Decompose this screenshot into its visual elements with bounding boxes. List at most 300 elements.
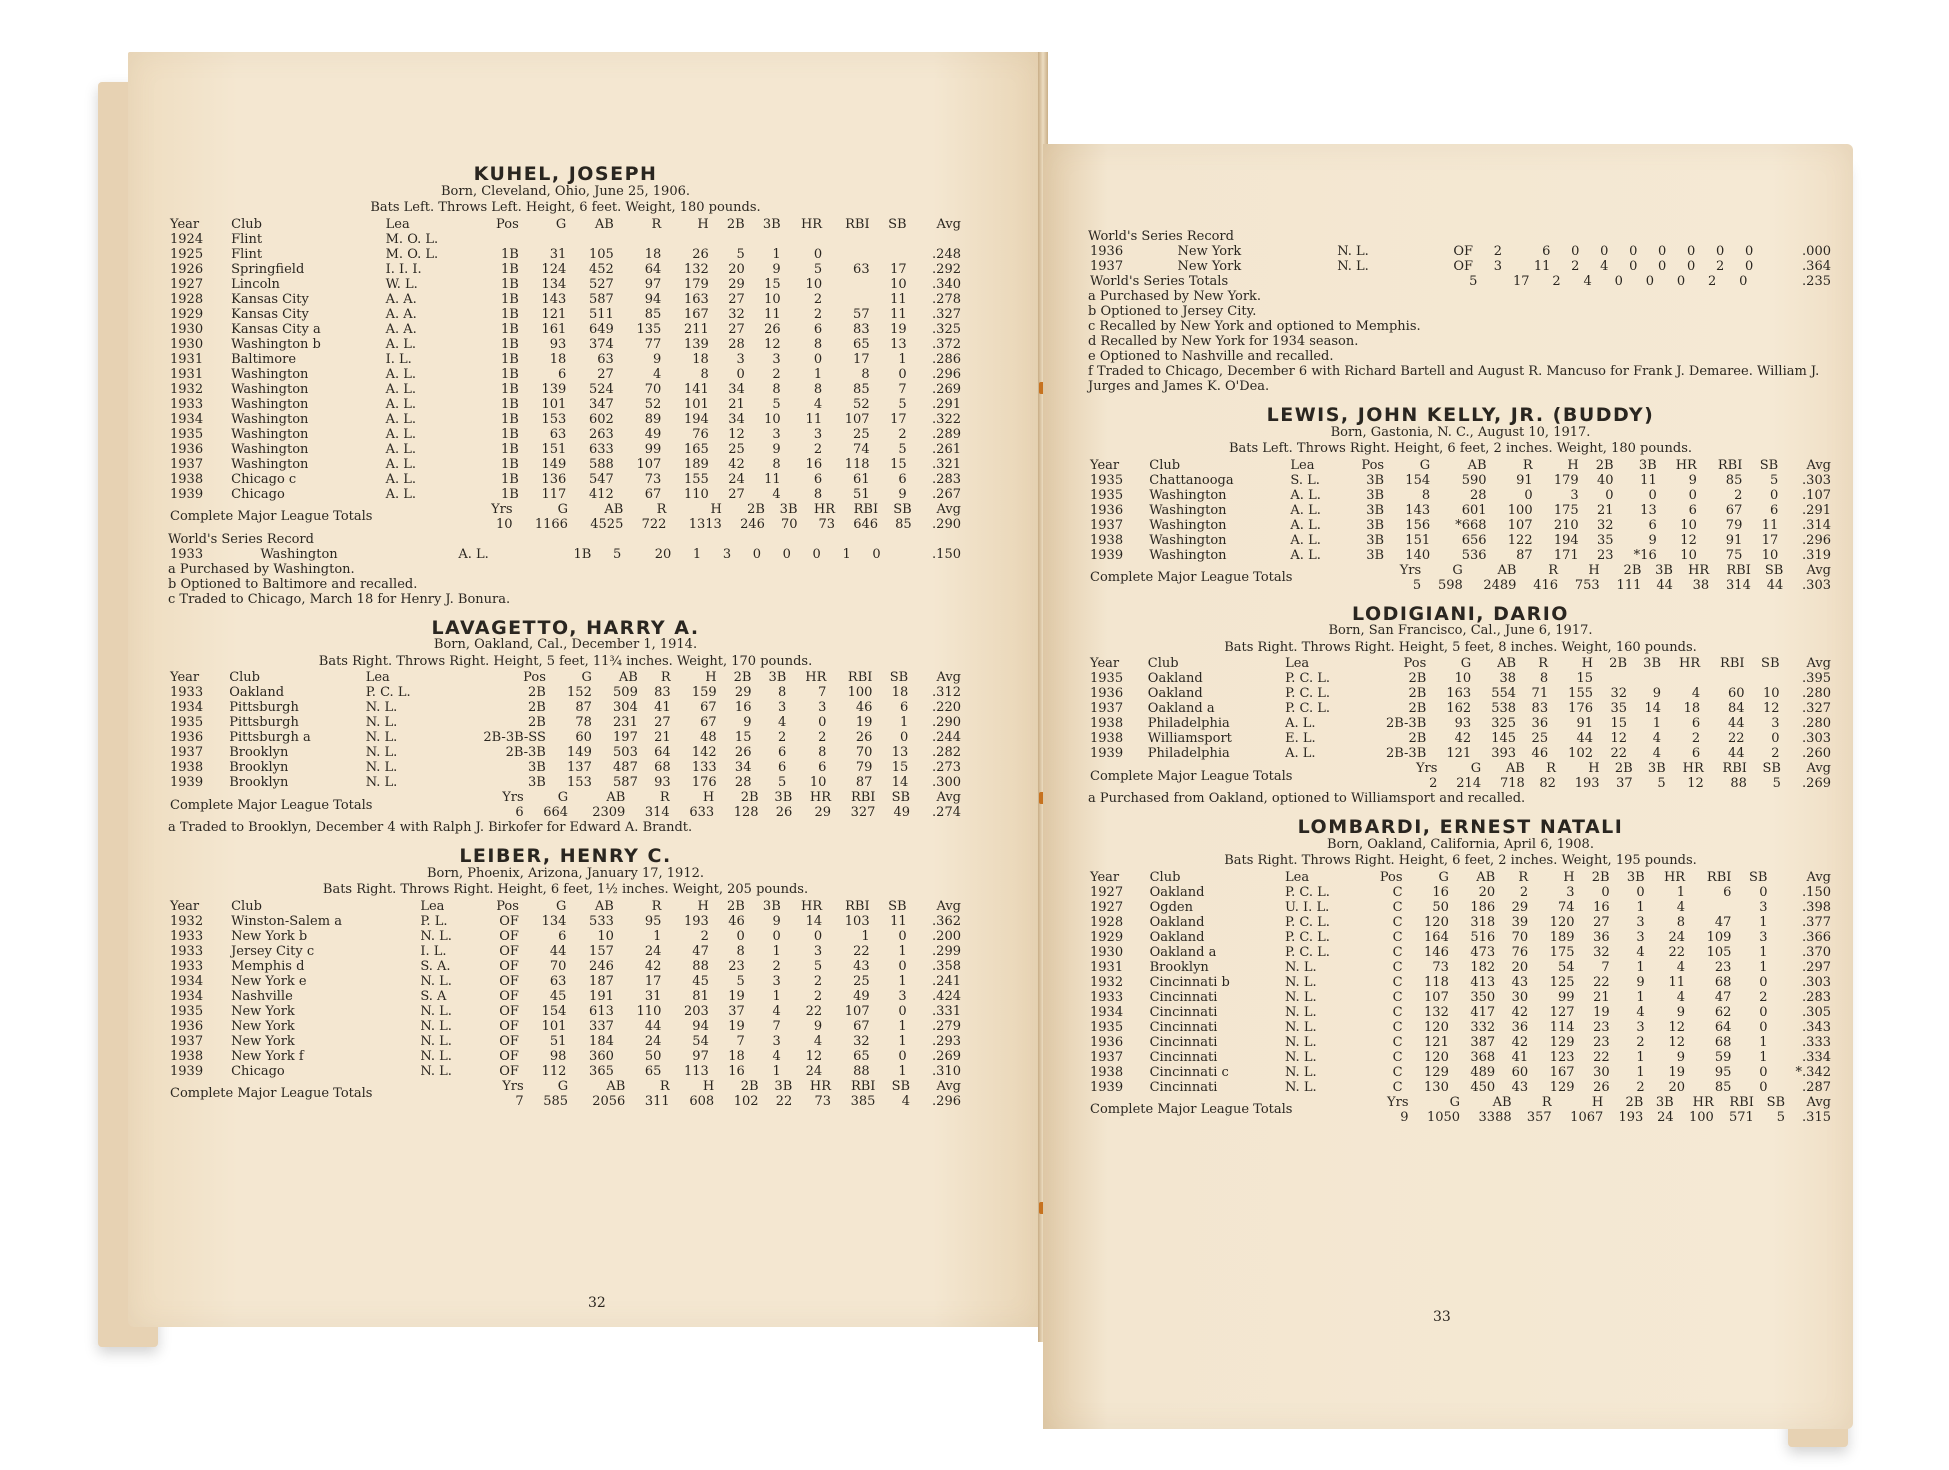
column-header: H [1567,457,1579,473]
stat-cell: 114 [1549,1019,1575,1035]
stat-cell: .292 [932,261,961,277]
column-header: SB [891,790,911,805]
stat-cell: 4 [772,1048,781,1064]
stat-cell: .286 [932,351,961,367]
stat-cell: 590 [1461,472,1487,488]
stat-cell: 7 [898,381,907,397]
stat-cell: 9 [1652,686,1661,701]
stat-cell: .370 [1802,944,1831,960]
stat-cell: 5 [736,973,745,989]
stat-cell: Brooklyn [229,745,289,760]
stat-cell: 20 [1668,1079,1686,1095]
stat-cell: 120 [1424,1019,1449,1035]
stat-cell: 67 [700,700,717,715]
player-block [1088,602,1833,807]
stat-cell: 23 [1593,1034,1610,1050]
column-header: H [1588,562,1600,578]
total-cell: 2 [1429,776,1438,791]
stat-cell: N. L. [420,1018,452,1034]
column-header: HR [1692,1094,1714,1110]
stat-cell: N. L. [365,760,398,775]
stat-cell: 11 [805,411,823,427]
season-row [168,382,963,397]
season-row [168,929,963,944]
stat-cell: .303 [1802,731,1831,746]
stat-cell: 10 [1454,671,1472,686]
stat-cell: 360 [589,1048,614,1064]
total-cell: 70 [780,516,798,532]
season-row [1088,503,1833,518]
stat-cell: .377 [1802,914,1831,930]
stat-cell: 67 [1725,502,1743,518]
stat-cell: 167 [1549,1064,1575,1080]
column-header: AB [606,790,626,805]
stat-cell: .343 [1802,1019,1831,1035]
column-header: SB [891,1078,911,1094]
season-row [168,730,963,745]
stat-cell: Washington [231,441,309,457]
stat-cell: 6 [899,700,909,715]
stat-cell: 1 [898,1018,907,1034]
stat-cell: Oakland [229,685,285,700]
stat-cell: 15 [890,456,907,472]
stat-cell: 159 [691,685,717,700]
totals-label: Complete Major League Totals [170,797,373,813]
stat-cell: N. L. [1285,1079,1317,1095]
stat-cell: 538 [1491,701,1517,716]
total-cell: 246 [740,516,765,532]
stat-cell: 3B [1366,532,1385,548]
stat-cell [824,232,872,247]
stat-cell: 105 [588,246,614,262]
total-cell: 633 [689,805,715,820]
total-cell: 646 [853,516,879,532]
stat-cell: 11 [890,291,907,307]
season-row [168,760,963,775]
stat-cell: 1937 [1090,259,1124,274]
season-row [168,989,963,1004]
stat-cell: 1939 [170,486,204,502]
column-header: 3B [768,670,787,685]
stat-cell: 3 [1759,929,1768,945]
column-header: G [1460,656,1472,671]
stat-cell: 0 [1744,259,1754,274]
stat-cell: 1936 [170,730,204,745]
stat-cell: 142 [691,745,717,760]
stat-cell: 47 [692,943,709,959]
column-header: Avg [1806,761,1831,776]
column-header: RBI [1726,562,1751,578]
stat-cell: N. L. [420,1048,452,1064]
season-row [1088,930,1833,945]
stat-cell: 3 [813,426,823,442]
stat-cell: 1B [500,321,519,337]
stat-cell: 27 [1593,914,1610,930]
stat-cell: Oakland [1149,884,1205,900]
season-row [1088,473,1833,488]
stat-cell: 0 [1687,259,1696,274]
season-row [168,322,963,337]
stat-cell: 5 [612,546,622,562]
stat-cell: Cincinnati [1149,1034,1218,1050]
stat-cell: 112 [541,1063,567,1079]
stat-cell: 2B [1408,731,1427,746]
total-cell: 17 [1512,274,1530,289]
column-header: 2B [1623,562,1642,578]
stat-cell: Chicago [231,486,285,502]
stat-cell: Washington [1149,502,1227,518]
total-cell: 49 [893,805,911,820]
stat-cell [909,232,963,247]
stat-cell: C [1392,1004,1403,1020]
stat-cell: 602 [588,411,614,427]
season-row [1088,1035,1833,1050]
stat-cell: .299 [932,943,961,959]
column-header: SB [1749,869,1768,885]
stat-cell: 489 [1470,1064,1496,1080]
stat-cell: C [1392,1019,1403,1035]
stat-cell: 11 [764,306,781,322]
stat-cell: 44 [549,943,567,959]
stat-cell: 1B [500,276,519,292]
stat-cell: 1 [1759,1049,1768,1065]
stat-cell: 50 [1432,899,1449,915]
stat-cell: 1 [1636,1049,1645,1065]
stat-cell: 6 [1542,244,1551,259]
total-cell: 6 [515,805,524,820]
stat-cell: 1 [861,928,870,944]
stat-cell: 3B [1366,517,1385,533]
stat-cell: 8 [818,745,827,760]
stat-cell: 57 [853,306,870,322]
column-header: AB [1476,869,1496,885]
stat-cell: .269 [932,381,961,397]
stat-cell: 6 [813,321,823,337]
total-cell: 2056 [592,1093,626,1109]
stat-cell: 1 [842,546,851,562]
stat-cell: 1 [813,366,823,382]
stat-cell: 2B-3B [1385,716,1427,731]
stat-cell: 45 [549,988,567,1004]
column-header: Avg [936,216,961,232]
stat-cell: Kansas City [231,306,309,322]
stat-cell: 524 [588,381,614,397]
stat-cell: 2 [1636,1079,1645,1095]
column-header: H [1581,656,1593,671]
stat-cell: 3 [818,700,827,715]
column-header: 2B [733,670,752,685]
column-header: Year [1090,869,1120,885]
total-cell: 0 [1739,274,1748,289]
stat-cell: 1 [1759,944,1768,960]
column-header: H [697,216,709,232]
stat-cell: 3 [772,1033,781,1049]
stat-cell: Cincinnati [1149,1019,1218,1035]
stat-cell: 1939 [1090,746,1124,761]
stat-cell: 1B [500,246,519,262]
stat-cell: 61 [853,471,870,487]
stat-cell: 83 [654,685,671,700]
stat-cell: 1937 [170,456,204,472]
stats-table [1088,458,1833,563]
stat-cell: A. L. [1290,547,1321,563]
column-header: AB [1492,1094,1512,1110]
stat-cell: 65 [853,1048,870,1064]
stat-cell: N. L. [365,745,398,760]
stat-cell: 3B [528,760,546,775]
totals-table [168,502,963,532]
stat-cell: 1B [500,306,519,322]
continued-block [1088,229,1833,394]
stat-cell: 1 [899,715,909,730]
stat-cell: 136 [541,471,567,487]
total-cell: 22 [775,1093,793,1109]
stat-cell: 17 [890,261,907,277]
stat-cell: 28 [728,336,745,352]
total-cell: 102 [733,1093,759,1109]
stat-cell: 6 [1688,502,1697,518]
season-row [1088,960,1833,975]
stat-cell: 43 [853,958,870,974]
stat-cell: N. L. [1337,244,1369,259]
stat-cell: 34 [728,411,745,427]
stat-cell: 78 [575,715,592,730]
stat-cell: 1931 [170,366,204,382]
stat-cell: 210 [1553,517,1579,533]
column-header: R [1522,457,1533,473]
stat-cell: 11 [1668,974,1686,990]
stat-cell: P. C. L. [1285,884,1330,900]
stat-cell: 30 [1511,989,1529,1005]
stat-cell: 23 [1714,959,1732,975]
stat-cell: 9 [743,715,752,730]
stat-cell: 139 [541,381,567,397]
stat-cell: 14 [891,775,909,790]
stat-cell: New York [231,1003,295,1019]
stat-cell: 347 [588,396,614,412]
stat-cell: 9 [772,913,781,929]
season-row [168,944,963,959]
stat-cell: 1930 [170,321,204,337]
column-header: Avg [1806,457,1831,473]
stat-cell: 93 [549,336,567,352]
stat-cell: 4 [1676,959,1686,975]
season-row [1088,716,1833,731]
stat-cell: 4 [1600,259,1609,274]
stat-cell: 47 [1714,989,1732,1005]
stat-cell: 132 [683,261,709,277]
footnote: e Optioned to Nashville and recalled. [1088,349,1334,364]
world-series-row [1088,244,1833,259]
stat-cell: 11 [1640,472,1657,488]
stat-cell: 36 [1511,1019,1529,1035]
stat-cell: 1B [500,456,519,472]
stat-cell: 46 [728,913,745,929]
stat-cell [477,232,521,247]
season-row [168,1019,963,1034]
stat-cell: 16 [728,1063,745,1079]
stat-cell: 51 [549,1033,567,1049]
stat-cell: 5 [736,246,745,262]
stat-cell: 60 [575,730,592,745]
stat-cell: 1932 [170,913,204,929]
total-cell: .315 [1802,1109,1831,1125]
stat-cell: 1933 [170,943,204,959]
stat-cell: 350 [1470,989,1496,1005]
stat-cell: 2 [772,366,781,382]
total-cell: 1313 [688,516,722,532]
column-header: H [705,670,717,685]
column-header: 3B [1647,761,1666,776]
stat-cell: 2 [700,928,709,944]
total-cell: 44 [1656,577,1673,593]
footnote: c Recalled by New York and optioned to Memphis. [1088,319,1421,334]
stats-table [168,217,963,502]
stat-cell: 6 [1691,746,1701,761]
column-header: 2B [747,501,765,517]
stat-cell: 38 [1499,671,1517,686]
stat-cell: 3B [1366,502,1385,518]
stat-cell: 34 [728,381,745,397]
stat-cell: .278 [932,291,961,307]
stat-cell: 43 [1511,1079,1529,1095]
stat-cell: .325 [932,321,961,337]
stat-cell: 613 [589,1003,614,1019]
total-cell: 314 [644,805,670,820]
total-cell: 88 [1730,776,1747,791]
stat-cell: 0 [1687,244,1696,259]
stat-cell: 21 [1593,989,1610,1005]
stat-cell: 2 [813,306,823,322]
stat-cell: 75 [1725,547,1743,563]
stat-cell: 1 [898,943,907,959]
column-header: RBI [1729,1094,1754,1110]
column-header: G [1419,457,1431,473]
stat-cell: A. L. [385,441,417,457]
season-row [1088,548,1833,563]
stat-cell: 2 [1715,259,1725,274]
stat-cell: P. C. L. [1285,671,1330,686]
stat-cell: 19 [855,715,873,730]
column-header: G [557,501,568,517]
stat-cell: Kansas City a [231,321,321,337]
stat-cell: 8 [861,366,870,382]
stat-cell: 318 [1470,914,1496,930]
stat-cell: 0 [813,351,823,367]
column-header: RBI [1720,656,1745,671]
stat-cell: C [1392,914,1403,930]
stat-cell: A. A. [385,306,417,322]
stat-cell [1663,671,1702,686]
season-row [168,337,963,352]
stat-cell: 2B [1408,671,1427,686]
stat-cell: Brooklyn [229,760,289,775]
stat-cell: 16 [805,456,823,472]
stat-cell: .150 [1802,884,1831,900]
stat-cell: A. A. [385,291,417,307]
stat-cell: A. L. [1285,746,1316,761]
stat-cell: Pittsburgh [229,700,299,715]
stat-cell: 182 [1470,959,1496,975]
stat-cell: 118 [1424,974,1449,990]
column-header: H [697,898,709,914]
stat-cell: .291 [932,396,961,412]
stat-cell: 73 [644,471,662,487]
stat-cell: 74 [1557,899,1575,915]
stat-cell: 59 [1714,1049,1732,1065]
stat-cell [568,232,616,247]
season-row [168,745,963,760]
stat-cell: 1936 [1090,502,1124,518]
stat-cell: Washington [231,396,309,412]
stat-cell: 1938 [170,1048,204,1064]
stat-cell: S. L. [1290,472,1320,488]
stat-cell: 203 [684,1003,709,1019]
stat-cell: 1937 [170,1033,204,1049]
column-header: H [702,790,715,805]
stat-cell: N. L. [420,1033,452,1049]
column-header: H [702,1078,715,1094]
column-header: Avg [936,1078,961,1094]
stat-cell: .000 [1802,244,1831,259]
stat-cell: 8 [700,366,709,382]
stat-cell: 10 [805,276,823,292]
stat-cell: 4 [778,715,787,730]
stat-cell: 94 [692,1018,709,1034]
stat-cell: 71 [1531,686,1549,701]
totals-table [1088,761,1833,791]
player-block [1088,816,1833,1125]
stat-cell: 3 [898,988,907,1004]
stat-cell: 12 [805,1048,823,1064]
season-row [1088,1005,1833,1020]
stat-cell: 1935 [1090,671,1124,686]
stat-cell: A. L. [385,411,417,427]
stat-cell: 1935 [1090,1019,1124,1035]
column-header: RBI [853,501,879,517]
stat-cell: 516 [1470,929,1496,945]
stat-cell: 10 [809,775,827,790]
stat-cell: 19 [728,988,745,1004]
stat-cell: 1935 [170,1003,204,1019]
stat-cell: 6 [558,928,567,944]
stat-cell: Lincoln [231,276,280,292]
stat-cell: A. A. [385,321,417,337]
stat-cell: 139 [683,336,709,352]
season-row [168,457,963,472]
stat-cell: 140 [1405,547,1431,563]
stat-cell: 36 [1593,929,1610,945]
total-cell: 5 [1412,577,1422,593]
stat-cell: 16 [734,700,752,715]
stat-cell: 2 [813,291,823,307]
stat-cell: Washington b [231,336,321,352]
stat-cell: 649 [588,321,614,337]
column-header: SB [1762,761,1781,776]
stat-cell: 50 [644,1048,662,1064]
stat-cell: Washington [260,546,338,562]
stat-cell: 64 [1714,1019,1732,1035]
stat-cell: Williamsport [1147,731,1232,746]
stat-cell: .358 [932,958,961,974]
column-header: G [1449,1094,1461,1110]
totals-label: Complete Major League Totals [170,1086,373,1101]
stat-cell: .366 [1802,929,1831,945]
stat-cell: 6 [813,471,823,487]
stat-cell: 587 [613,775,638,790]
stat-cell: Washington [231,366,309,382]
column-header: R [1538,656,1549,671]
